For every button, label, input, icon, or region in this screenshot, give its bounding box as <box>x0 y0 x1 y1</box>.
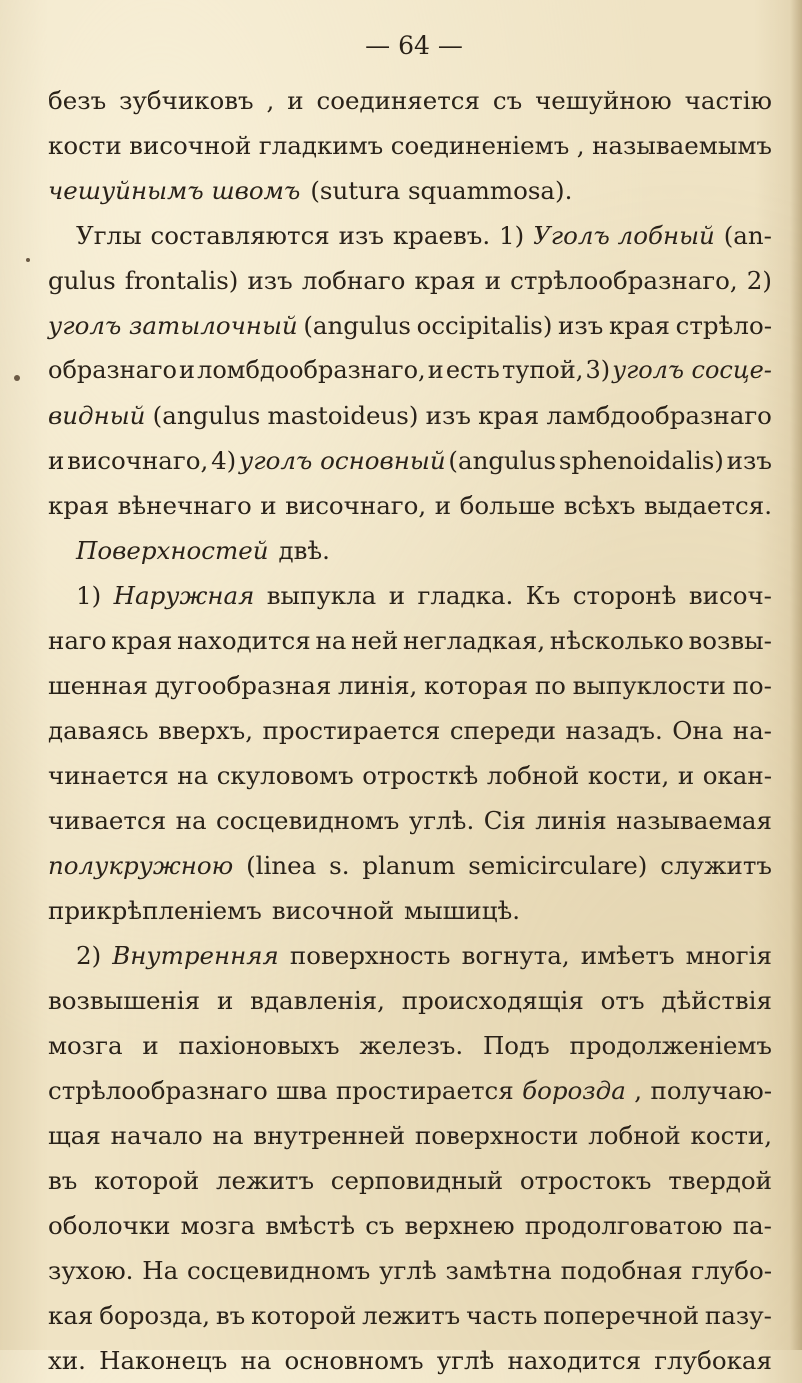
word: окан- <box>702 761 772 790</box>
word: возвышенія <box>48 986 201 1015</box>
word: на- <box>732 716 772 745</box>
text-line <box>48 1113 772 1158</box>
word: начало <box>110 1121 203 1150</box>
word: хи. <box>48 1346 86 1375</box>
word: ней <box>351 626 399 655</box>
word: частію <box>684 86 772 115</box>
word: изъ <box>726 446 772 475</box>
word: височной <box>129 131 252 160</box>
word: стрѣло- <box>675 311 772 340</box>
word: выдается. <box>643 491 772 520</box>
word: отросткѣ <box>362 761 479 790</box>
word: височнаго, <box>285 491 427 520</box>
text-line <box>48 258 772 303</box>
word: края <box>478 401 540 430</box>
word: мозга <box>180 1211 256 1240</box>
word: 1) <box>76 581 102 610</box>
word: на <box>177 761 209 790</box>
word: продолговатою <box>524 1211 723 1240</box>
word: борозда, <box>99 1301 211 1330</box>
word: выпукла <box>266 581 377 610</box>
word: Къ <box>525 581 561 610</box>
word: 2) <box>746 266 772 295</box>
text-line <box>48 1023 772 1068</box>
italic-term: уголъ основный <box>239 446 446 475</box>
word: (angulus <box>303 311 411 340</box>
word: изъ <box>425 401 471 430</box>
text-line <box>48 573 772 618</box>
word: стрѣлообразнаго <box>48 1076 268 1105</box>
text-line <box>48 1203 772 1248</box>
word: и <box>434 491 452 520</box>
word: сосцевидномъ <box>216 806 400 835</box>
word: по <box>534 671 566 700</box>
word: углѣ <box>436 1346 495 1375</box>
word: На <box>142 1256 179 1285</box>
text-line <box>48 123 772 168</box>
italic-term: уголъ затылочный <box>48 311 298 340</box>
word: , <box>576 131 585 160</box>
word: кая <box>48 1301 94 1330</box>
word: Подъ <box>482 1031 550 1060</box>
word: изъ <box>558 311 604 340</box>
text-line <box>48 1068 772 1113</box>
word: двѣ. <box>278 536 330 565</box>
word: (linea <box>246 851 317 880</box>
word: 2) <box>76 941 102 970</box>
word: кости <box>48 131 122 160</box>
word: гладка. <box>417 581 514 610</box>
word: шва <box>276 1076 328 1105</box>
word: на <box>315 626 347 655</box>
word: и <box>388 581 406 610</box>
word: края <box>414 266 476 295</box>
italic-term: уголъ сосце- <box>612 356 772 384</box>
text-line <box>48 213 772 258</box>
text-line <box>48 663 772 708</box>
italic-term: Внутренняя <box>112 941 279 970</box>
word: даваясь <box>48 716 149 745</box>
word: углѣ. <box>408 806 475 835</box>
word: зубчиковъ <box>119 86 254 115</box>
word: ламбдообразнаго <box>546 401 772 430</box>
word: выпуклости <box>572 671 726 700</box>
word: составляются <box>150 221 330 250</box>
word: шенная <box>48 671 148 700</box>
word: и <box>427 356 444 384</box>
word: сосцевидномъ <box>186 1256 371 1285</box>
word: па- <box>732 1211 772 1240</box>
italic-term: видный <box>48 401 146 430</box>
text-line <box>48 1248 772 1293</box>
word: и <box>677 761 695 790</box>
italic-term: Уголъ лобный <box>533 221 715 250</box>
word: глубокая <box>654 1346 772 1375</box>
word: поперечной <box>543 1301 700 1330</box>
word: occipitalis) <box>416 311 553 340</box>
word: отъ <box>600 986 645 1015</box>
word: 4) <box>211 446 237 475</box>
italic-term: Наружная <box>113 581 255 610</box>
word: стрѣлообразнаго, <box>510 266 738 295</box>
word: верхнею <box>404 1211 515 1240</box>
word: съ <box>492 86 523 115</box>
word: (an- <box>723 221 772 250</box>
word: замѣтна <box>445 1256 552 1285</box>
word: больше <box>459 491 556 520</box>
page-edge-shadow <box>790 0 802 1350</box>
word: въ <box>48 1166 78 1195</box>
margin-bullet-mark <box>14 375 20 381</box>
word: соединяется <box>316 86 480 115</box>
word: линія, <box>338 671 418 700</box>
word: височ- <box>688 581 772 610</box>
word: (angulus <box>448 446 557 475</box>
word: вогнута, <box>461 941 570 970</box>
word: съ <box>365 1211 395 1240</box>
margin-speck <box>26 258 30 262</box>
text-line <box>48 348 772 393</box>
word: , <box>266 86 275 115</box>
word: вдавленія, <box>250 986 385 1015</box>
word: frontalis) <box>124 266 239 295</box>
italic-term: чешуйнымъ швомъ <box>48 176 301 205</box>
text-line <box>48 618 772 663</box>
word: отростокъ <box>519 1166 652 1195</box>
word: Она <box>672 716 724 745</box>
text-line <box>48 978 772 1023</box>
text-line <box>48 528 772 573</box>
text-line <box>48 708 772 753</box>
word: Углы <box>76 221 142 250</box>
word: пахіоновыхъ <box>178 1031 340 1060</box>
word: тупой, <box>501 356 584 384</box>
word: твердой <box>668 1166 772 1195</box>
italic-term: Поверхностей <box>76 536 269 565</box>
word: височнаго, <box>67 446 209 475</box>
word: Наконецъ <box>99 1346 228 1375</box>
word: , <box>634 1076 643 1105</box>
word: на <box>212 1121 244 1150</box>
word: mastoideus) <box>267 401 419 430</box>
word: подобная <box>560 1256 683 1285</box>
word: назадъ. <box>565 716 663 745</box>
word: оболочки <box>48 1211 171 1240</box>
page-text <box>48 78 772 1383</box>
word: вѣнечнаго <box>117 491 252 520</box>
word: поверхности <box>414 1121 579 1150</box>
word: простирается <box>335 1076 514 1105</box>
word: скуловомъ <box>216 761 354 790</box>
word: продолженіемъ <box>569 1031 772 1060</box>
word: и <box>179 356 196 384</box>
word: semicirculare) <box>468 851 648 880</box>
word: наго <box>48 626 107 655</box>
word: Сія <box>483 806 526 835</box>
word: мышицѣ. <box>404 896 521 925</box>
text-line <box>48 798 772 843</box>
word: часть <box>466 1301 538 1330</box>
word: спереди <box>449 716 556 745</box>
word: происходящія <box>401 986 584 1015</box>
word: образнаго <box>48 356 177 384</box>
word: находится <box>177 626 311 655</box>
word: служитъ <box>660 851 772 880</box>
word: пазу- <box>704 1301 772 1330</box>
word: негладкая, <box>403 626 546 655</box>
word: простирается <box>262 716 441 745</box>
page-number: — 64 — <box>365 31 463 60</box>
word: линія <box>535 806 607 835</box>
word: соединеніемъ <box>390 131 570 160</box>
word: мозга <box>48 1031 123 1060</box>
word: и <box>48 446 65 475</box>
word: глубо- <box>691 1256 772 1285</box>
word: краевъ. <box>392 221 491 250</box>
word: 1) <box>499 221 525 250</box>
word: (sutura squammosa). <box>310 176 573 205</box>
word: получаю- <box>650 1076 772 1105</box>
word: кости, <box>587 761 670 790</box>
word: sphenoidalis) <box>558 446 724 475</box>
word: на <box>175 806 207 835</box>
word: gulus <box>48 266 116 295</box>
word: лобной <box>588 1121 681 1150</box>
text-line <box>48 1338 772 1383</box>
word: которой <box>94 1166 200 1195</box>
word: s. <box>329 851 350 880</box>
word: 3) <box>585 356 611 384</box>
italic-term: полукружною <box>48 851 234 880</box>
word: дугообразная <box>154 671 332 700</box>
word: называемымъ <box>592 131 772 160</box>
word: которая <box>424 671 529 700</box>
word: изъ <box>247 266 293 295</box>
word: planum <box>362 851 456 880</box>
word: ломбдообразнаго, <box>197 356 426 384</box>
text-line <box>48 1158 772 1203</box>
word: края <box>111 626 173 655</box>
word: находится <box>507 1346 642 1375</box>
word: железъ. <box>359 1031 464 1060</box>
word: лежитъ <box>215 1166 315 1195</box>
word: лобнаго <box>301 266 406 295</box>
word: многія <box>685 941 772 970</box>
word: лобной <box>486 761 580 790</box>
word: гладкимъ <box>258 131 384 160</box>
word: по- <box>732 671 772 700</box>
word: височной <box>271 896 395 925</box>
word: и <box>287 86 304 115</box>
word: (angulus <box>152 401 261 430</box>
word: и <box>142 1031 159 1060</box>
italic-term: борозда <box>522 1076 626 1105</box>
word: чинается <box>48 761 169 790</box>
word: называемая <box>616 806 772 835</box>
text-line <box>48 1293 772 1338</box>
word: чешуйною <box>535 86 672 115</box>
word: края <box>608 311 671 340</box>
word: имѣетъ <box>580 941 675 970</box>
text-line <box>48 753 772 798</box>
word: прикрѣпленіемъ <box>48 896 262 925</box>
text-line <box>48 78 772 123</box>
word: въ <box>215 1301 246 1330</box>
text-line <box>48 393 772 438</box>
word: есть <box>445 356 500 384</box>
text-line <box>48 483 772 528</box>
word: края <box>48 491 110 520</box>
word: основномъ <box>284 1346 424 1375</box>
word: чивается <box>48 806 167 835</box>
word: всѣхъ <box>563 491 636 520</box>
word: и <box>484 266 502 295</box>
word: лежитъ <box>362 1301 461 1330</box>
text-line <box>48 168 772 213</box>
word: на <box>240 1346 272 1375</box>
text-line <box>48 303 772 348</box>
text-line <box>48 933 772 978</box>
word: вверхъ, <box>158 716 254 745</box>
word: и <box>216 986 234 1015</box>
word: которой <box>251 1301 357 1330</box>
word: вмѣстѣ <box>265 1211 356 1240</box>
text-line <box>48 888 772 933</box>
word: и <box>260 491 277 520</box>
word: нѣсколько <box>549 626 684 655</box>
text-line <box>48 438 772 483</box>
word: поверхность <box>289 941 451 970</box>
word: зухою. <box>48 1256 134 1285</box>
word: серповидный <box>330 1166 504 1195</box>
word: углѣ <box>379 1256 437 1285</box>
text-line <box>48 843 772 888</box>
word: возвы- <box>688 626 772 655</box>
word: кости, <box>690 1121 772 1150</box>
word: изъ <box>338 221 384 250</box>
word: дѣйствія <box>661 986 772 1015</box>
word: сторонѣ <box>572 581 677 610</box>
word: щая <box>48 1121 101 1150</box>
word: внутренней <box>253 1121 406 1150</box>
word: безъ <box>48 86 107 115</box>
